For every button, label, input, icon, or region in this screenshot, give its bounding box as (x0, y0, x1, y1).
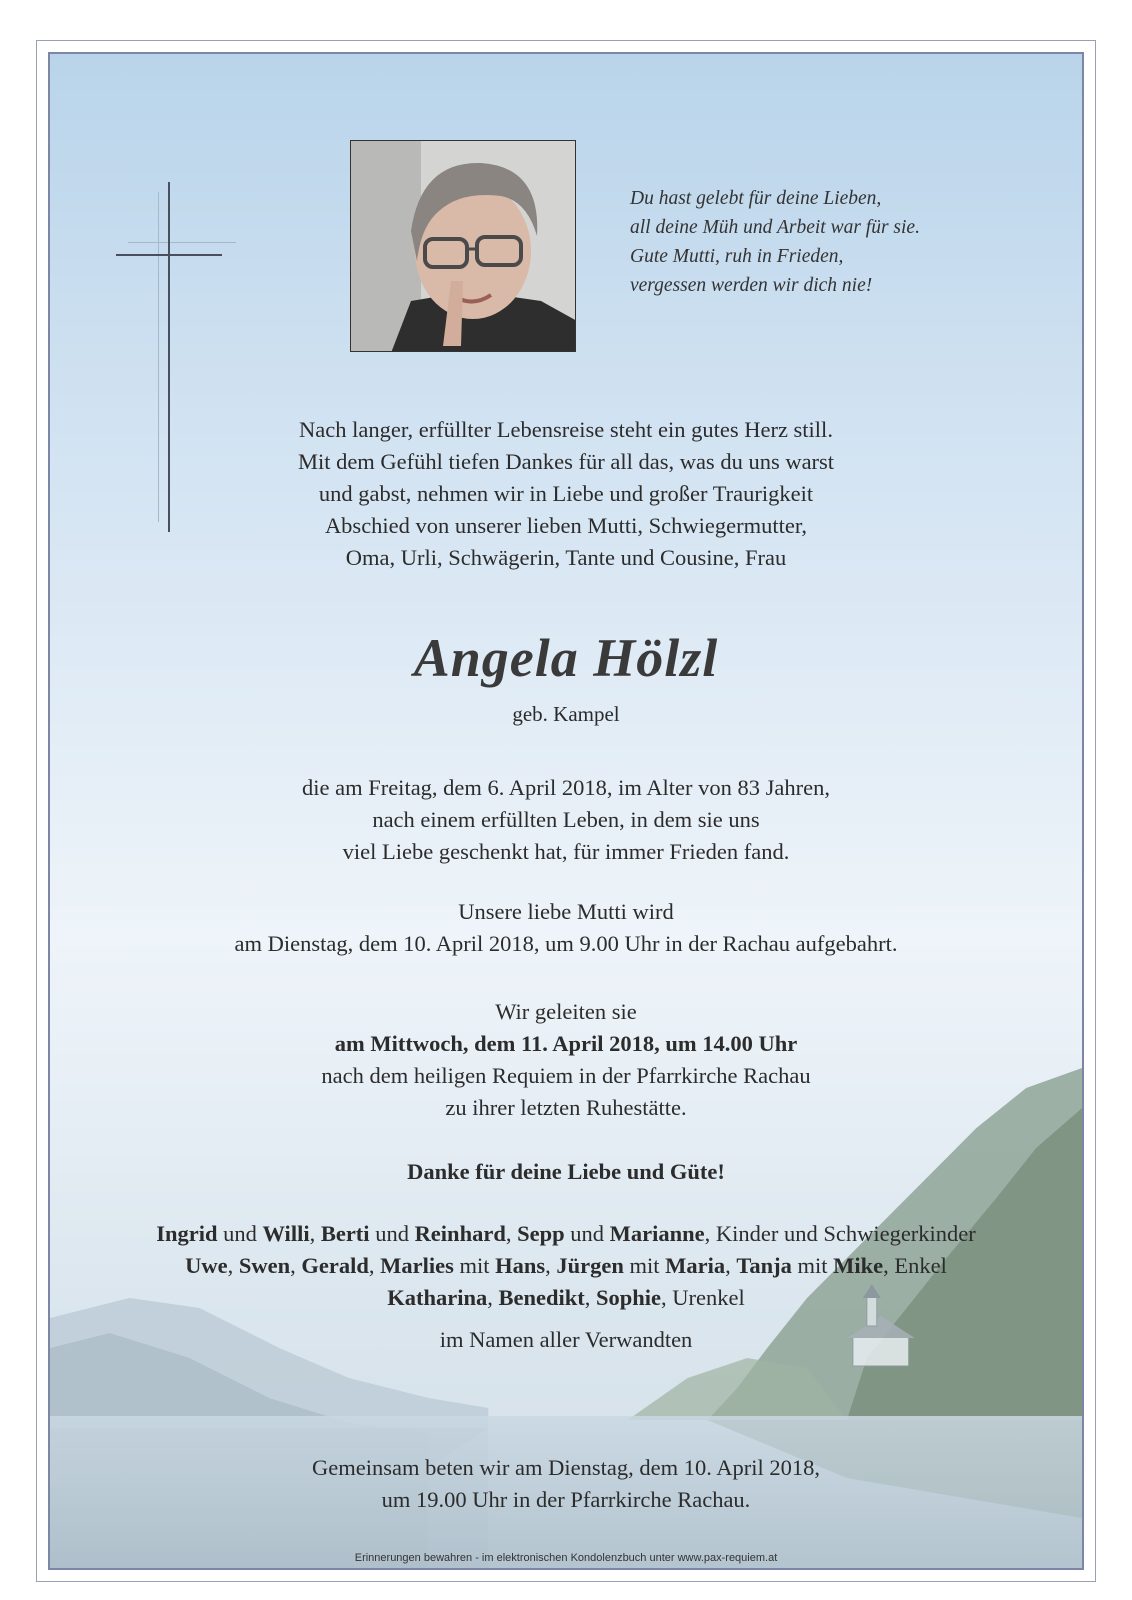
thanks-text (50, 1156, 1082, 1188)
connector: mit (453, 1253, 496, 1278)
family-name: Marlies (380, 1253, 454, 1278)
relation-label: , Enkel (883, 1253, 947, 1278)
family-name: Jürgen (556, 1253, 624, 1278)
family-name: Ingrid (156, 1221, 218, 1246)
prayer-text (50, 1452, 1082, 1516)
poem-line: Du hast gelebt für deine Lieben, (630, 188, 882, 209)
family-list (50, 1218, 1082, 1356)
connector: , (545, 1253, 557, 1278)
death-line: die am Freitag, dem 6. April 2018, im Alter von 83 Jahren, (301, 775, 831, 800)
family-name: Tanja (736, 1253, 792, 1278)
prayer-line: Gemeinsam beten wir am Dienstag, dem 10. April 2018, (311, 1455, 821, 1480)
relation-label: , Kinder und Schwiegerkinder (704, 1221, 976, 1246)
family-name: Gerald (301, 1253, 369, 1278)
family-name: Willi (262, 1221, 310, 1246)
obituary-card (48, 52, 1084, 1570)
funeral-line: nach dem heiligen Requiem in der Pfarrkirche Rachau (321, 1063, 811, 1088)
relatives-line: im Namen aller Verwandten (439, 1327, 693, 1352)
intro-line: Mit dem Gefühl tiefen Dankes für all das, was du uns warst (297, 449, 835, 474)
thanks-line: Danke für deine Liebe und Güte! (407, 1159, 725, 1184)
funeral-line: zu ihrer letzten Ruhestätte. (445, 1095, 687, 1120)
funeral-date-bold: am Mittwoch, dem 11. April 2018, um 14.00 Uhr (334, 1031, 798, 1056)
family-name: Uwe (185, 1253, 228, 1278)
maiden-name: geb. Kampel (512, 702, 620, 726)
connector: , (368, 1253, 381, 1278)
family-name: Reinhard (414, 1221, 506, 1246)
footer-note: Erinnerungen bewahren - im elektronischen Kondolenzbuch unter www.pax-requiem.at (354, 1552, 778, 1564)
intro-line: und gabst, nehmen wir in Liebe und großer Traurigkeit (318, 481, 814, 506)
family-name: Benedikt (498, 1285, 585, 1310)
family-name: Mike (833, 1253, 884, 1278)
intro-line: Nach langer, erfüllter Lebensreise steht ein gutes Herz still. (299, 417, 833, 442)
family-name: Sophie (596, 1285, 662, 1310)
family-name: Berti (320, 1221, 370, 1246)
poem-line: vergessen werden wir dich nie! (630, 275, 873, 296)
connector: , (227, 1253, 239, 1278)
connector: und (217, 1221, 263, 1246)
death-line: viel Liebe geschenkt hat, für immer Frieden fand. (342, 839, 790, 864)
death-line: nach einem erfüllten Leben, in dem sie uns (372, 807, 760, 832)
connector: mit (623, 1253, 666, 1278)
connector: mit (791, 1253, 834, 1278)
great-grandchildren-line (50, 1282, 1082, 1314)
poem (630, 184, 990, 300)
viewing-line: am Dienstag, dem 10. April 2018, um 9.00 Uhr in der Rachau aufgebahrt. (234, 931, 898, 956)
poem-line: all deine Müh und Arbeit war für sie. (630, 217, 920, 238)
family-name: Swen (238, 1253, 291, 1278)
poem-line: Gute Mutti, ruh in Frieden, (630, 246, 844, 267)
family-name: Maria (665, 1253, 726, 1278)
funeral-date (50, 1028, 1082, 1060)
deceased-name: Angela Hölzl (413, 628, 719, 688)
death-text (50, 772, 1082, 868)
connector: , (290, 1253, 302, 1278)
family-name: Katharina (387, 1285, 488, 1310)
cross-icon-horizontal (116, 254, 222, 256)
connector: , (584, 1285, 597, 1310)
children-line (50, 1218, 1082, 1250)
connector: , (505, 1221, 518, 1246)
relation-label: , Urenkel (661, 1285, 745, 1310)
funeral-line: Wir geleiten sie (495, 999, 637, 1024)
family-name: Marianne (609, 1221, 705, 1246)
connector: , (309, 1221, 321, 1246)
connector: , (725, 1253, 737, 1278)
prayer-line: um 19.00 Uhr in der Pfarrkirche Rachau. (381, 1487, 751, 1512)
portrait-photo (350, 140, 576, 352)
connector: , (487, 1285, 499, 1310)
cross-shadow-horizontal (128, 242, 236, 243)
viewing-text (50, 896, 1082, 960)
intro-line: Oma, Urli, Schwägerin, Tante und Cousine, Frau (345, 545, 787, 570)
connector: und (564, 1221, 610, 1246)
intro-line: Abschied von unserer lieben Mutti, Schwiegermutter, (324, 513, 808, 538)
family-name: Hans (495, 1253, 546, 1278)
grandchildren-line (50, 1250, 1082, 1282)
funeral-text (50, 996, 1082, 1124)
family-name: Sepp (517, 1221, 565, 1246)
connector: und (369, 1221, 415, 1246)
viewing-line: Unsere liebe Mutti wird (458, 899, 674, 924)
intro-text (50, 414, 1082, 574)
